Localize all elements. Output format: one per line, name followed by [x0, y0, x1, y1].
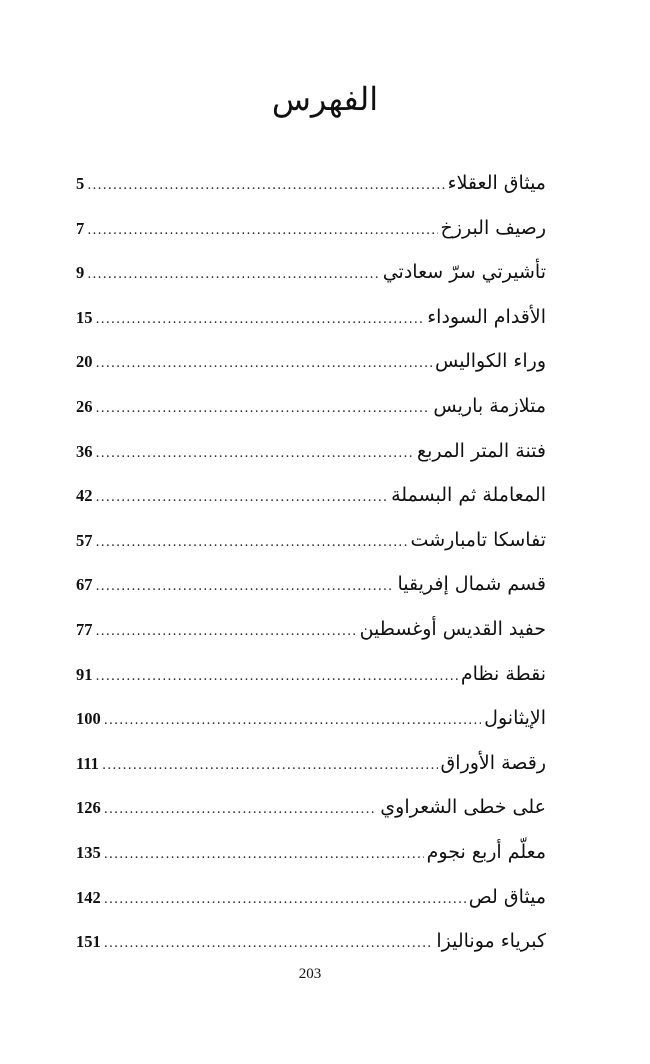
- toc-entry-page: 111: [76, 753, 99, 773]
- toc-dot-leader: [104, 925, 434, 963]
- toc-dot-leader: [102, 747, 438, 785]
- toc-entry-title: تفاسكا تامبارشت: [410, 528, 546, 551]
- toc-dot-leader: [104, 836, 424, 874]
- toc-entry-title: رقصة الأوراق: [440, 751, 546, 774]
- toc-dot-leader: [96, 568, 395, 606]
- toc-entry: [76, 209, 546, 254]
- toc-entry: [76, 922, 546, 967]
- table-of-contents: [76, 164, 546, 967]
- toc-entry-title: على خطى الشعراوي: [380, 796, 546, 819]
- toc-entry-page: 26: [76, 396, 93, 416]
- toc-dot-leader: [87, 167, 444, 205]
- toc-entry-page: 57: [76, 530, 93, 550]
- toc-entry-page: 42: [76, 486, 93, 506]
- toc-entry-page: 135: [76, 842, 101, 862]
- toc-entry: [76, 342, 546, 387]
- toc-entry: [76, 699, 546, 744]
- toc-entry-title: المعاملة ثم البسملة: [391, 484, 546, 507]
- toc-entry-page: 126: [76, 798, 101, 818]
- toc-dot-leader: [87, 212, 437, 250]
- toc-entry-title: تأشيرتي سرّ سعادتي: [382, 261, 546, 284]
- toc-entry-title: حفيد القديس أوغسطين: [359, 617, 546, 640]
- toc-entry-title: الأقدام السوداء: [427, 305, 546, 328]
- toc-entry: [76, 298, 546, 343]
- toc-entry-page: 7: [76, 218, 85, 238]
- toc-entry: [76, 744, 546, 789]
- toc-dot-leader: [96, 435, 414, 473]
- toc-entry: [76, 788, 546, 833]
- toc-entry-title: الإيثانول: [484, 707, 546, 730]
- page-title: الفهرس: [271, 80, 379, 118]
- toc-dot-leader: [104, 791, 378, 829]
- toc-entry: [76, 655, 546, 700]
- toc-dot-leader: [96, 479, 389, 517]
- toc-entry: [76, 387, 546, 432]
- toc-entry-page: 100: [76, 709, 101, 729]
- toc-entry-title: ميثاق العقلاء: [447, 172, 546, 194]
- toc-entry-page: 15: [76, 307, 93, 327]
- toc-dot-leader: [96, 301, 425, 339]
- toc-entry-title: كبرياء موناليزا: [436, 930, 546, 953]
- toc-dot-leader: [87, 256, 379, 294]
- toc-entry: [76, 878, 546, 923]
- toc-entry: [76, 253, 546, 298]
- toc-entry-page: 67: [76, 575, 93, 595]
- toc-dot-leader: [104, 881, 466, 919]
- toc-dot-leader: [96, 390, 431, 428]
- toc-entry-title: ميثاق لص: [468, 885, 546, 908]
- toc-entry-title: وراء الكواليس: [434, 350, 546, 373]
- toc-entry: [76, 476, 546, 521]
- toc-entry: [76, 432, 546, 477]
- toc-dot-leader: [96, 345, 432, 383]
- page-number: 203: [298, 966, 322, 982]
- toc-entry-page: 151: [76, 932, 101, 952]
- toc-entry-title: متلازمة باريس: [433, 394, 546, 417]
- toc-entry: [76, 833, 546, 878]
- toc-entry-title: فتنة المتر المربع: [416, 439, 546, 462]
- toc-dot-leader: [104, 702, 481, 740]
- toc-entry-page: 20: [76, 352, 93, 372]
- toc-entry-page: 9: [76, 263, 85, 283]
- toc-entry: [76, 610, 546, 655]
- toc-dot-leader: [96, 613, 357, 651]
- toc-entry-page: 36: [76, 441, 93, 461]
- toc-entry: [76, 521, 546, 566]
- toc-entry-page: 142: [76, 887, 101, 907]
- toc-entry-title: نقطة نظام: [460, 662, 546, 685]
- toc-entry-title: رصيف البرزخ: [440, 216, 546, 239]
- toc-dot-leader: [96, 524, 408, 562]
- toc-entry-page: 5: [76, 174, 85, 193]
- toc-entry-page: 91: [76, 664, 93, 684]
- toc-entry-page: 77: [76, 619, 93, 639]
- toc-entry: [76, 565, 546, 610]
- toc-entry-title: معلّم أربع نجوم: [426, 840, 546, 863]
- toc-entry: [76, 164, 546, 209]
- toc-dot-leader: [96, 658, 458, 696]
- toc-entry-title: قسم شمال إفريقيا: [397, 573, 546, 596]
